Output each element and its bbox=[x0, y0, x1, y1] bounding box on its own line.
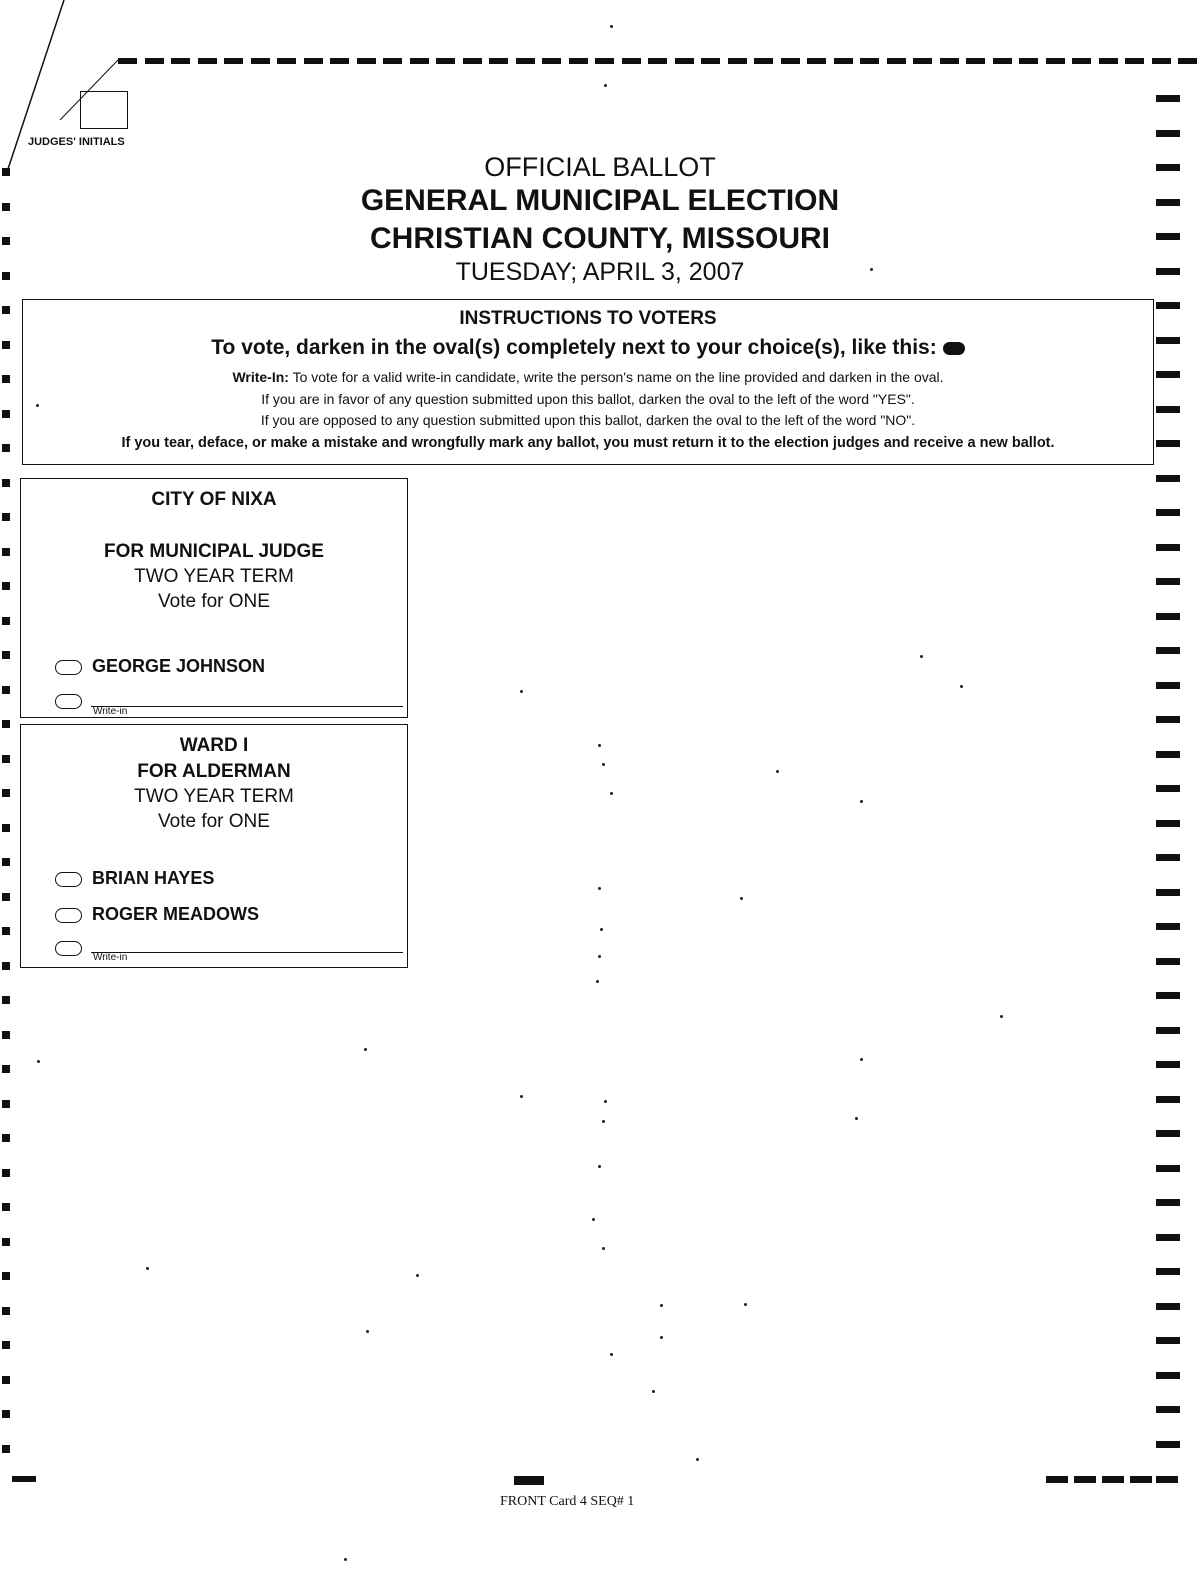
timing-mark bbox=[1156, 1337, 1180, 1344]
timing-mark bbox=[781, 58, 800, 64]
timing-mark bbox=[2, 1307, 10, 1315]
timing-mark bbox=[2, 306, 10, 314]
timing-mark bbox=[1156, 751, 1180, 758]
contest-municipal-judge bbox=[20, 478, 408, 718]
scan-speck bbox=[860, 1058, 863, 1061]
timing-mark bbox=[1156, 406, 1180, 413]
writein-oval[interactable] bbox=[55, 941, 82, 956]
instructions-writein bbox=[23, 369, 1153, 385]
timing-mark bbox=[2, 651, 10, 659]
vote-oval[interactable] bbox=[55, 872, 82, 887]
timing-mark bbox=[834, 58, 853, 64]
timing-mark bbox=[2, 1100, 10, 1108]
timing-mark bbox=[2, 858, 10, 866]
timing-mark bbox=[145, 58, 164, 64]
scan-speck bbox=[696, 1458, 699, 1461]
scan-speck bbox=[364, 1048, 367, 1051]
scan-speck bbox=[604, 84, 607, 87]
timing-mark bbox=[2, 927, 10, 935]
timing-mark bbox=[1156, 544, 1180, 551]
timing-mark bbox=[2, 513, 10, 521]
scan-speck bbox=[596, 980, 599, 983]
contest-office: FOR ALDERMAN bbox=[137, 761, 291, 782]
timing-mark bbox=[2, 479, 10, 487]
timing-mark bbox=[1156, 1027, 1180, 1034]
timing-mark bbox=[2, 341, 10, 349]
timing-mark bbox=[516, 58, 535, 64]
timing-mark bbox=[436, 58, 455, 64]
writein-label: Write-in bbox=[93, 706, 128, 717]
timing-mark bbox=[171, 58, 190, 64]
instructions-box bbox=[22, 299, 1154, 465]
timing-mark bbox=[1156, 820, 1180, 827]
scan-speck bbox=[520, 1095, 523, 1098]
scan-speck bbox=[610, 25, 613, 28]
timing-mark bbox=[542, 58, 561, 64]
timing-mark bbox=[2, 1410, 10, 1418]
timing-mark bbox=[2, 1376, 10, 1384]
scan-speck bbox=[600, 928, 603, 931]
timing-mark bbox=[1178, 58, 1197, 64]
timing-mark bbox=[1156, 95, 1180, 102]
timing-mark bbox=[675, 58, 694, 64]
timing-mark bbox=[1072, 58, 1091, 64]
ballot-title: OFFICIAL BALLOT bbox=[484, 152, 716, 182]
timing-mark bbox=[595, 58, 614, 64]
timing-mark bbox=[2, 1031, 10, 1039]
instructions-no: If you are opposed to any question submitted upon this ballot, darken the oval to the left of the word "NO". bbox=[260, 412, 916, 428]
contest-jurisdiction: WARD I bbox=[179, 735, 249, 756]
timing-mark bbox=[1156, 992, 1180, 999]
judges-initials-label: JUDGES' INITIALS bbox=[28, 136, 125, 148]
writein-text: To vote for a valid write-in candidate, write the person's name on the line provided and darken in the oval. bbox=[292, 369, 944, 385]
timing-mark bbox=[728, 58, 747, 64]
timing-mark bbox=[1156, 923, 1180, 930]
candidate-name: GEORGE JOHNSON bbox=[92, 656, 266, 676]
timing-mark bbox=[1156, 199, 1180, 206]
timing-mark bbox=[701, 58, 720, 64]
timing-mark bbox=[1130, 1476, 1152, 1483]
timing-mark bbox=[2, 893, 10, 901]
scan-speck bbox=[920, 655, 923, 658]
timing-mark bbox=[251, 58, 270, 64]
candidate-name: BRIAN HAYES bbox=[92, 868, 215, 888]
timing-mark bbox=[2, 1134, 10, 1142]
timing-mark bbox=[2, 962, 10, 970]
timing-mark bbox=[1156, 1199, 1180, 1206]
writein-line[interactable] bbox=[91, 951, 403, 953]
timing-mark bbox=[1156, 1406, 1180, 1413]
writein-label: Write-in bbox=[93, 952, 128, 963]
election-date: TUESDAY; APRIL 3, 2007 bbox=[455, 258, 745, 286]
timing-mark bbox=[1156, 1303, 1180, 1310]
timing-mark bbox=[648, 58, 667, 64]
timing-mark bbox=[2, 375, 10, 383]
timing-mark bbox=[1156, 268, 1180, 275]
candidate-name: ROGER MEADOWS bbox=[92, 904, 260, 924]
timing-mark bbox=[1074, 1476, 1096, 1483]
contest-jurisdiction: CITY OF NIXA bbox=[151, 489, 277, 510]
vote-oval[interactable] bbox=[55, 660, 82, 675]
election-name: GENERAL MUNICIPAL ELECTION bbox=[360, 184, 840, 217]
timing-mark bbox=[1156, 337, 1180, 344]
timing-mark bbox=[1156, 475, 1180, 482]
timing-mark bbox=[569, 58, 588, 64]
scan-speck bbox=[592, 1218, 595, 1221]
timing-mark bbox=[1156, 233, 1180, 240]
timing-mark bbox=[2, 1169, 10, 1177]
timing-mark bbox=[1102, 1476, 1124, 1483]
timing-mark bbox=[940, 58, 959, 64]
scan-speck bbox=[776, 770, 779, 773]
timing-mark bbox=[1156, 716, 1180, 723]
timing-mark bbox=[1156, 958, 1180, 965]
scan-speck bbox=[598, 744, 601, 747]
contest-vote-for: Vote for ONE bbox=[158, 591, 270, 612]
scan-speck bbox=[36, 404, 39, 407]
scan-speck bbox=[37, 1060, 40, 1063]
timing-mark bbox=[1156, 1234, 1180, 1241]
timing-mark bbox=[2, 617, 10, 625]
timing-mark bbox=[2, 686, 10, 694]
timing-mark bbox=[1156, 613, 1180, 620]
timing-mark bbox=[410, 58, 429, 64]
card-sequence: FRONT Card 4 SEQ# 1 bbox=[500, 1494, 635, 1509]
timing-mark bbox=[1156, 682, 1180, 689]
county-name: CHRISTIAN COUNTY, MISSOURI bbox=[369, 222, 831, 255]
timing-mark bbox=[1125, 58, 1144, 64]
instructions-main bbox=[23, 336, 1153, 360]
timing-mark bbox=[1156, 1441, 1180, 1448]
timing-mark bbox=[1152, 58, 1171, 64]
timing-mark bbox=[1156, 889, 1180, 896]
timing-mark bbox=[2, 1341, 10, 1349]
timing-mark bbox=[1156, 509, 1180, 516]
scan-speck bbox=[598, 1165, 601, 1168]
timing-mark bbox=[2, 272, 10, 280]
timing-mark bbox=[330, 58, 349, 64]
scan-speck bbox=[960, 685, 963, 688]
timing-mark bbox=[1156, 1372, 1180, 1379]
scan-speck bbox=[610, 1353, 613, 1356]
scan-speck bbox=[366, 1330, 369, 1333]
timing-mark bbox=[1156, 1268, 1180, 1275]
timing-mark bbox=[1099, 58, 1118, 64]
timing-mark bbox=[993, 58, 1012, 64]
scan-speck bbox=[416, 1274, 419, 1277]
contest-alderman bbox=[20, 724, 408, 968]
scan-speck bbox=[870, 268, 873, 271]
timing-mark bbox=[807, 58, 826, 64]
timing-mark bbox=[1156, 1476, 1178, 1483]
timing-mark bbox=[1156, 371, 1180, 378]
timing-mark bbox=[1156, 164, 1180, 171]
writein-label: Write-In: bbox=[232, 369, 289, 385]
timing-mark bbox=[1156, 854, 1180, 861]
scan-speck bbox=[602, 1120, 605, 1123]
timing-mark bbox=[887, 58, 906, 64]
corner-fold-line bbox=[0, 0, 140, 200]
timing-mark bbox=[2, 1272, 10, 1280]
contest-vote-for: Vote for ONE bbox=[158, 811, 270, 832]
timing-mark bbox=[2, 548, 10, 556]
timing-mark bbox=[1156, 647, 1180, 654]
instructions-yes: If you are in favor of any question submitted upon this ballot, darken the oval to the left of the word "YES". bbox=[261, 391, 915, 407]
timing-mark bbox=[2, 996, 10, 1004]
scan-speck bbox=[602, 1247, 605, 1250]
timing-mark bbox=[277, 58, 296, 64]
timing-mark bbox=[913, 58, 932, 64]
timing-mark bbox=[12, 1476, 36, 1482]
timing-mark bbox=[2, 755, 10, 763]
timing-mark bbox=[1156, 1130, 1180, 1137]
timing-mark bbox=[622, 58, 641, 64]
timing-mark bbox=[2, 410, 10, 418]
timing-mark bbox=[1156, 1061, 1180, 1068]
scan-speck bbox=[598, 955, 601, 958]
writein-oval[interactable] bbox=[55, 694, 82, 709]
timing-mark bbox=[2, 1203, 10, 1211]
timing-mark bbox=[966, 58, 985, 64]
contest-term: TWO YEAR TERM bbox=[134, 786, 294, 807]
timing-mark bbox=[357, 58, 376, 64]
scan-speck bbox=[660, 1304, 663, 1307]
scan-speck bbox=[520, 690, 523, 693]
filled-oval-icon bbox=[943, 342, 965, 355]
timing-mark bbox=[2, 824, 10, 832]
timing-mark bbox=[1156, 785, 1180, 792]
timing-mark bbox=[1156, 130, 1180, 137]
timing-mark bbox=[198, 58, 217, 64]
timing-mark bbox=[2, 203, 10, 211]
timing-mark bbox=[1046, 1476, 1068, 1483]
timing-mark bbox=[2, 789, 10, 797]
timing-mark bbox=[2, 582, 10, 590]
timing-mark bbox=[489, 58, 508, 64]
scan-speck bbox=[860, 800, 863, 803]
timing-mark bbox=[860, 58, 879, 64]
timing-mark bbox=[1156, 1096, 1180, 1103]
timing-mark bbox=[463, 58, 482, 64]
scan-speck bbox=[602, 763, 605, 766]
scan-speck bbox=[598, 887, 601, 890]
timing-mark bbox=[2, 1238, 10, 1246]
timing-mark bbox=[1156, 578, 1180, 585]
footer-timing-mark bbox=[514, 1476, 544, 1485]
timing-mark bbox=[1156, 302, 1180, 309]
timing-mark bbox=[224, 58, 243, 64]
timing-mark bbox=[383, 58, 402, 64]
scan-speck bbox=[652, 1390, 655, 1393]
contest-office: FOR MUNICIPAL JUDGE bbox=[104, 541, 324, 562]
timing-mark bbox=[754, 58, 773, 64]
scan-speck bbox=[855, 1117, 858, 1120]
scan-speck bbox=[1000, 1015, 1003, 1018]
scan-speck bbox=[610, 792, 613, 795]
candidate-brian-hayes[interactable] bbox=[55, 868, 214, 889]
timing-mark bbox=[2, 1065, 10, 1073]
scan-speck bbox=[660, 1336, 663, 1339]
candidate-george-johnson[interactable] bbox=[55, 656, 265, 677]
timing-mark bbox=[2, 720, 10, 728]
timing-mark bbox=[1019, 58, 1038, 64]
timing-mark bbox=[1046, 58, 1065, 64]
vote-oval[interactable] bbox=[55, 908, 82, 923]
scan-speck bbox=[740, 897, 743, 900]
scan-speck bbox=[604, 1100, 607, 1103]
scan-speck bbox=[344, 1558, 347, 1561]
timing-mark bbox=[2, 237, 10, 245]
candidate-roger-meadows[interactable] bbox=[55, 904, 259, 925]
instructions-heading: INSTRUCTIONS TO VOTERS bbox=[459, 308, 717, 329]
timing-mark bbox=[304, 58, 323, 64]
contest-term: TWO YEAR TERM bbox=[134, 566, 294, 587]
scan-speck bbox=[744, 1303, 747, 1306]
scan-speck bbox=[146, 1267, 149, 1270]
timing-mark bbox=[2, 444, 10, 452]
timing-mark bbox=[1156, 440, 1180, 447]
instructions-tear: If you tear, deface, or make a mistake and wrongfully mark any ballot, you must return it to the election judges and receive a new ballot. bbox=[121, 435, 1055, 451]
writein-line[interactable] bbox=[91, 705, 403, 707]
instructions-main-text: To vote, darken in the oval(s) completely next to your choice(s), like this: bbox=[211, 336, 937, 359]
timing-mark bbox=[1156, 1165, 1180, 1172]
timing-mark bbox=[2, 1445, 10, 1453]
